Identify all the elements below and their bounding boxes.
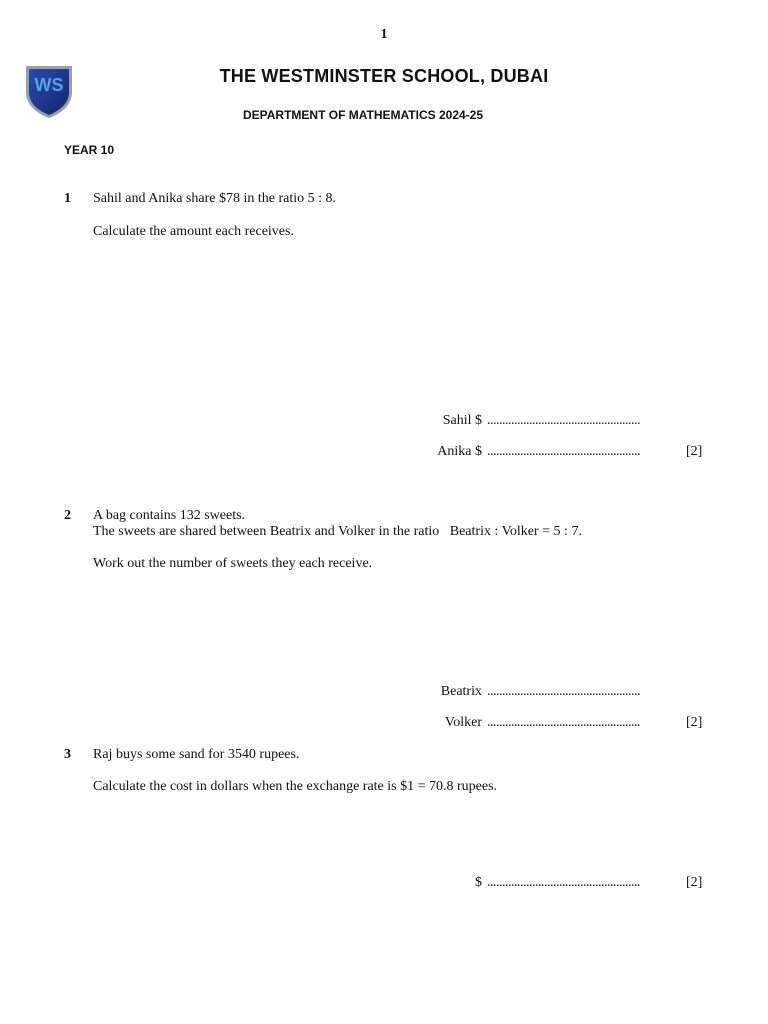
answer-line-anika[interactable]: ...................................................	[487, 444, 640, 459]
question-3-line-2: Calculate the cost in dollars when the exchange rate is $1 = 70.8 rupees.	[93, 779, 498, 794]
answer-line-sahil[interactable]: ...................................................	[487, 413, 640, 428]
year-group: YEAR 10	[64, 143, 115, 157]
answer-line-beatrix[interactable]: ...................................................	[487, 684, 640, 699]
question-2-line-2: The sweets are shared between Beatrix and Volker in the ratio Beatrix : Volker = 5 : 7.	[93, 524, 582, 539]
question-1-marks: [2]	[686, 444, 703, 459]
logo-monogram: WS	[34, 75, 64, 95]
question-1-line-1: Sahil and Anika share $78 in the ratio 5 : 8.	[93, 191, 337, 206]
page-number: 1	[380, 27, 388, 42]
school-name: THE WESTMINSTER SCHOOL, DUBAI	[219, 66, 549, 86]
question-3-marks: [2]	[686, 875, 703, 890]
question-2-line-1: A bag contains 132 sweets.	[93, 508, 246, 523]
answer-label-beatrix: Beatrix	[440, 684, 482, 699]
answer-line-dollars[interactable]: ...................................................	[487, 875, 640, 890]
answer-label-dollars: $	[475, 875, 482, 890]
question-1-number: 1	[64, 191, 71, 206]
answer-label-sahil: Sahil $	[442, 413, 482, 428]
answer-label-anika: Anika $	[437, 444, 482, 459]
question-3-number: 3	[64, 747, 71, 762]
answer-line-volker[interactable]: ...................................................	[487, 715, 640, 730]
question-1-line-2: Calculate the amount each receives.	[93, 224, 294, 239]
question-2-number: 2	[64, 508, 71, 523]
question-2-marks: [2]	[686, 715, 703, 730]
answer-label-volker: Volker	[444, 715, 482, 730]
question-2-line-3: Work out the number of sweets they each receive.	[93, 556, 373, 571]
department-title: DEPARTMENT OF MATHEMATICS 2024-25	[242, 108, 484, 122]
question-3-line-1: Raj buys some sand for 3540 rupees.	[93, 747, 300, 762]
